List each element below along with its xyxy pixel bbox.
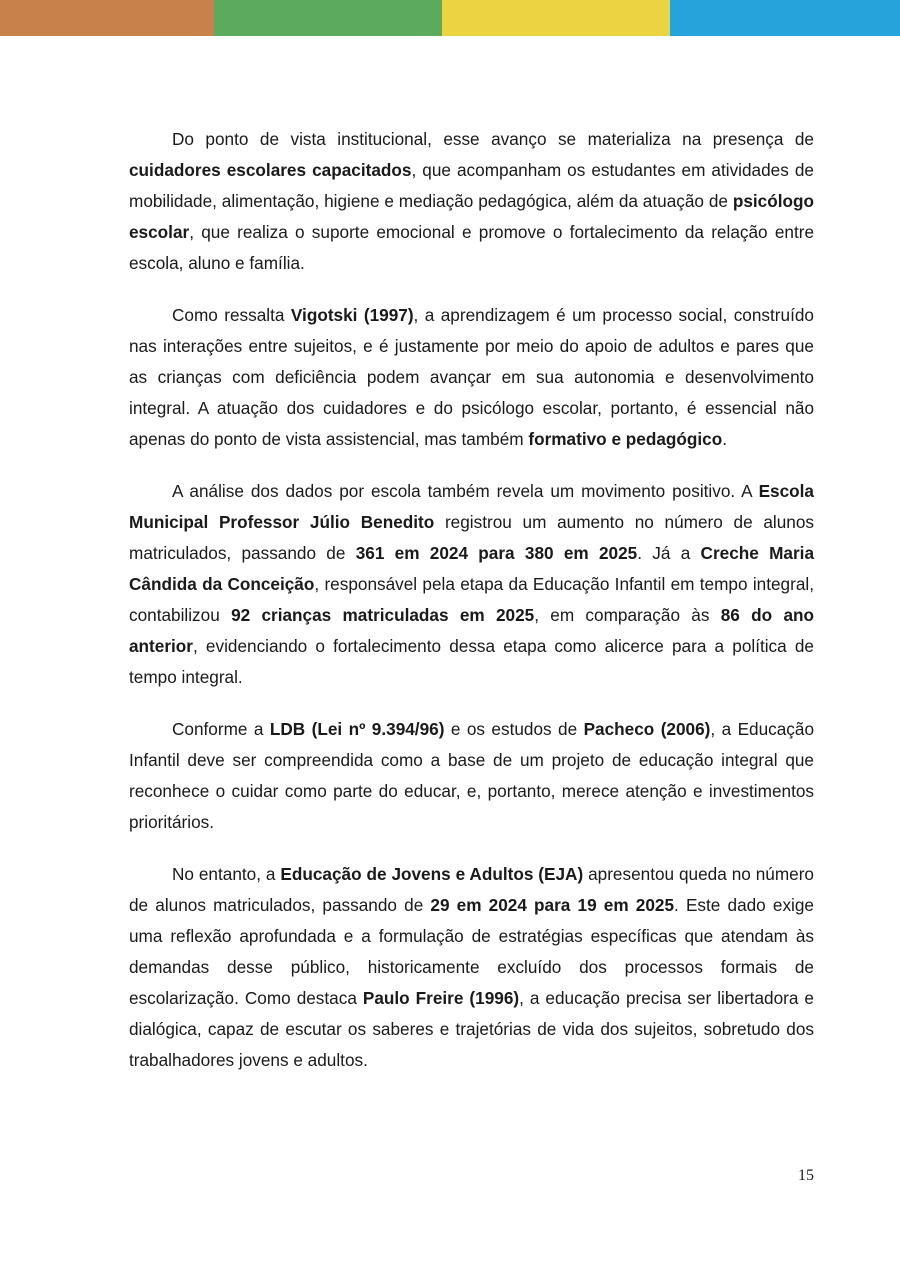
text-run: , a aprendizagem é um processo social, construído nas interações entre sujeitos, e é justamente por meio do apoio de adultos e pares que as crianças com deficiência podem avançar em sua autonomia e desenvolvimento integral. A atuação dos cuidadores e do psicólogo escolar, portanto, é essencial não apenas do ponto de vista assistencial, mas também <box>129 305 814 449</box>
paragraph-2 <box>129 300 814 455</box>
bold-text-run: LDB (Lei nº 9.394/96) <box>269 719 445 739</box>
color-bar-orange <box>0 0 214 36</box>
bold-text-run: formativo e pedagógico <box>528 429 723 449</box>
text-run: , a educação precisa ser libertadora e dialógica, capaz de escutar os saberes e trajetórias de vida dos sujeitos, sobretudo dos trabalhadores jovens e adultos. <box>129 988 814 1070</box>
bold-text-run: 361 em 2024 para 380 em 2025 <box>355 543 638 563</box>
text-run: A análise dos dados por escola também revela um movimento positivo. A <box>172 481 759 501</box>
bold-text-run: Vigotski (1997) <box>290 305 414 325</box>
text-run: registrou um aumento no número de alunos matriculados, passando de <box>129 512 814 563</box>
paragraph-3 <box>129 476 814 693</box>
text-run: . Este dado exige uma reflexão aprofundada e a formulação de estratégias específicas que atendam às demandas desse público, historicamente excluído dos processos formais de escolarização. Como destaca <box>129 895 814 1008</box>
color-bar-green <box>214 0 442 36</box>
text-run: , que acompanham os estudantes em atividades de mobilidade, alimentação, higiene e mediação pedagógica, além da atuação de <box>129 160 814 211</box>
bold-text-run: Paulo Freire (1996) <box>362 988 520 1008</box>
text-run: . <box>722 429 728 449</box>
bold-text-run: cuidadores escolares capacitados <box>129 160 412 180</box>
text-run: , que realiza o suporte emocional e promove o fortalecimento da relação entre escola, aluno e família. <box>129 222 814 273</box>
bold-text-run: 92 crianças matriculadas em 2025 <box>231 605 535 625</box>
bold-text-run: 29 em 2024 para 19 em 2025 <box>430 895 675 915</box>
text-run: apresentou queda no número de alunos matriculados, passando de <box>129 864 814 915</box>
color-bar-blue <box>670 0 900 36</box>
bold-text-run: psicólogo escolar <box>129 191 814 242</box>
text-run: , em comparação às <box>534 605 721 625</box>
page-number: 15 <box>798 1167 814 1184</box>
text-run: Conforme a <box>172 719 270 739</box>
text-run: , evidenciando o fortalecimento dessa etapa como alicerce para a política de tempo integral. <box>129 636 814 687</box>
paragraph-4 <box>129 714 814 838</box>
text-run: Do ponto de vista institucional, esse avanço se materializa na presença de <box>172 129 814 149</box>
paragraph-5 <box>129 859 814 1076</box>
bold-text-run: Pacheco (2006) <box>583 719 711 739</box>
bold-text-run: Educação de Jovens e Adultos (EJA) <box>280 864 584 884</box>
color-bar-yellow <box>442 0 670 36</box>
text-run: Como ressalta <box>172 305 291 325</box>
text-run: , a Educação Infantil deve ser compreendida como a base de um projeto de educação integral que reconhece o cuidar como parte do educar, e, portanto, merece atenção e investimentos prioritários. <box>129 719 815 832</box>
document-body <box>129 124 814 1097</box>
bold-text-run: Escola Municipal Professor Júlio Benedito <box>129 481 814 532</box>
bold-text-run: Creche Maria Cândida da Conceição <box>129 543 815 594</box>
paragraph-1 <box>129 124 814 279</box>
text-run: , responsável pela etapa da Educação Infantil em tempo integral, contabilizou <box>129 574 814 625</box>
text-run: e os estudos de <box>444 719 584 739</box>
header-color-bar <box>0 0 900 36</box>
text-run: . Já a <box>637 543 701 563</box>
bold-text-run: 86 do ano anterior <box>129 605 814 656</box>
text-run: No entanto, a <box>172 864 281 884</box>
